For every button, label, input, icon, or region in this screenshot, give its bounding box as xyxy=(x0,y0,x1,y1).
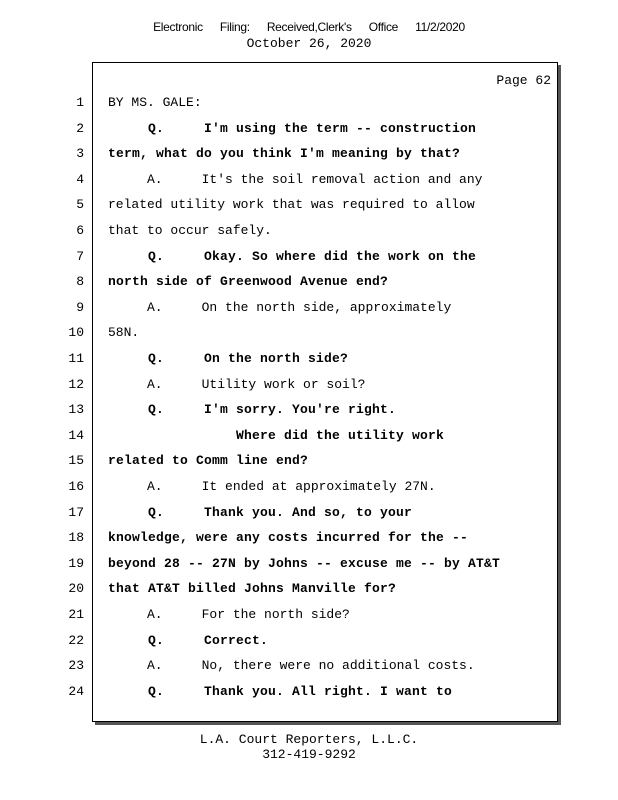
transcript-line xyxy=(0,556,618,578)
filing-stamp xyxy=(0,20,618,34)
line-number: 13 xyxy=(68,402,84,418)
line-text: Q. Thank you. All right. I want to xyxy=(108,683,453,699)
line-text: Q. I'm using the term -- construction xyxy=(108,120,477,136)
line-number: 9 xyxy=(76,299,84,315)
transcript-line xyxy=(0,121,618,143)
stamp-date: 11/2/2020 xyxy=(415,20,465,34)
line-number: 17 xyxy=(68,504,84,520)
transcript-line xyxy=(0,95,618,117)
line-number: 11 xyxy=(68,351,84,366)
transcript-line xyxy=(0,479,618,501)
transcript-line xyxy=(0,581,618,603)
transcript-line xyxy=(0,453,618,475)
stamp-filing: Filing: xyxy=(219,20,250,34)
line-number: 6 xyxy=(76,223,84,238)
line-number: 10 xyxy=(68,325,84,341)
line-text: A. For the north side? xyxy=(108,607,350,622)
transcript-line xyxy=(0,607,618,629)
line-number: 12 xyxy=(68,376,84,392)
line-number: 15 xyxy=(68,453,84,469)
line-text: A. On the north side, approximately xyxy=(108,299,452,315)
line-text: BY MS. GALE: xyxy=(108,95,202,110)
line-number: 2 xyxy=(76,120,84,136)
line-number: 19 xyxy=(68,555,84,571)
footer-company: L.A. Court Reporters, L.L.C. xyxy=(199,732,419,747)
transcript-line xyxy=(0,402,618,424)
line-text: A. It's the soil removal action and any xyxy=(108,171,483,187)
line-number: 16 xyxy=(68,479,84,494)
transcript-line xyxy=(0,377,618,399)
line-text: Q. Okay. So where did the work on the xyxy=(108,248,477,264)
line-text: related to Comm line end? xyxy=(108,453,309,469)
line-text: that AT&T billed Johns Manville for? xyxy=(108,581,397,597)
line-number: 7 xyxy=(76,248,84,264)
stamp-received: Received,Clerk's xyxy=(266,20,352,34)
transcript-line xyxy=(0,684,618,706)
transcript-line xyxy=(0,197,618,219)
line-number: 24 xyxy=(68,683,84,699)
transcript-line xyxy=(0,428,618,450)
line-text: Q. Thank you. And so, to your xyxy=(108,504,413,520)
line-number: 18 xyxy=(68,530,84,546)
line-number: 14 xyxy=(68,427,84,443)
transcript-line xyxy=(0,633,618,655)
transcript-line xyxy=(0,658,618,680)
line-text: beyond 28 -- 27N by Johns -- excuse me -- by AT&T xyxy=(108,555,501,571)
transcript-line xyxy=(0,274,618,296)
line-text: knowledge, were any costs incurred for the -- xyxy=(108,530,469,546)
line-number: 4 xyxy=(76,171,84,187)
line-text: Q. Correct. xyxy=(108,632,269,648)
line-number: 5 xyxy=(76,197,84,213)
transcript-line xyxy=(0,530,618,552)
line-text: term, what do you think I'm meaning by that? xyxy=(108,146,461,162)
transcript-line xyxy=(0,223,618,245)
line-text: that to occur safely. xyxy=(108,223,272,238)
line-text: Where did the utility work xyxy=(108,427,445,443)
line-number: 1 xyxy=(76,95,84,110)
line-text: Q. On the north side? xyxy=(108,351,349,366)
transcript-line xyxy=(0,249,618,271)
line-text: 58N. xyxy=(108,325,140,341)
line-text: A. It ended at approximately 27N. xyxy=(108,479,436,494)
line-number: 21 xyxy=(68,607,84,622)
line-text: related utility work that was required to allow xyxy=(108,197,475,213)
stamp-electronic: Electronic xyxy=(153,20,203,34)
transcript-line xyxy=(0,351,618,373)
line-number: 22 xyxy=(68,632,84,648)
transcript-line xyxy=(0,300,618,322)
page-number: Page 62 xyxy=(496,73,551,88)
transcript-line xyxy=(0,325,618,347)
deposition-date: October 26, 2020 xyxy=(246,36,372,51)
transcript-line xyxy=(0,172,618,194)
footer xyxy=(0,732,618,762)
transcript-line xyxy=(0,146,618,168)
stamp-office: Office xyxy=(368,20,399,34)
line-text: A. Utility work or soil? xyxy=(108,376,366,392)
line-number: 3 xyxy=(76,146,84,162)
footer-phone: 312-419-9292 xyxy=(262,747,356,762)
line-number: 20 xyxy=(68,581,84,597)
line-text: A. No, there were no additional costs. xyxy=(108,658,475,674)
line-text: Q. I'm sorry. You're right. xyxy=(108,402,397,418)
line-number: 23 xyxy=(68,658,84,674)
line-number: 8 xyxy=(76,274,84,290)
line-text: north side of Greenwood Avenue end? xyxy=(108,274,389,290)
transcript-line xyxy=(0,505,618,527)
